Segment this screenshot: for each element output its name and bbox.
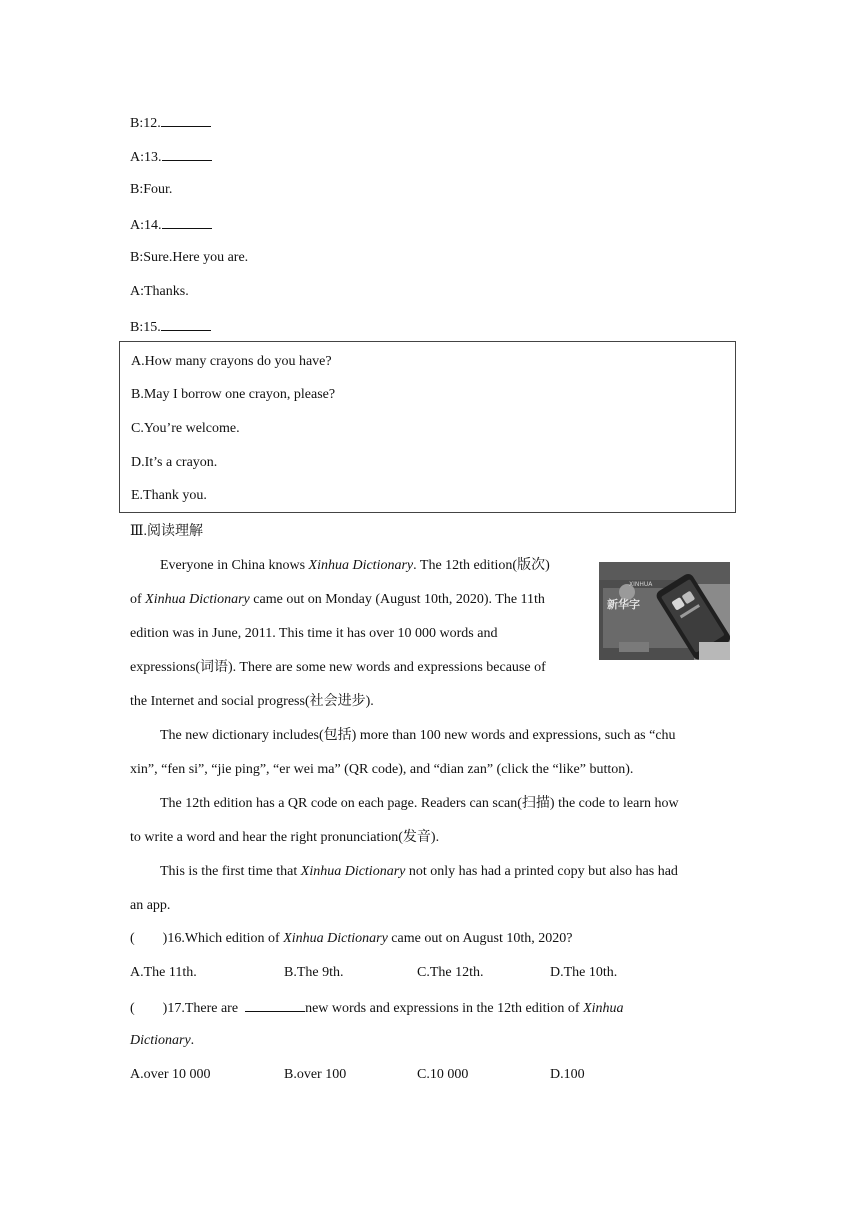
passage-p1-line5: the Internet and social progress(社会进步). [130,694,374,709]
text: . The 12th edition(版次) [413,558,550,573]
answer-blank[interactable] [162,146,212,161]
dialogue-line [130,248,248,268]
speaker: A: [130,284,144,299]
answer-blank[interactable] [161,112,211,127]
dialogue-line-13 [130,146,212,168]
option-d: D.It’s a crayon. [131,455,218,470]
option-e: E.Thank you. [131,488,207,503]
book-title: Dictionary [130,1033,191,1048]
speaker: B: [130,250,144,265]
q17-choice-d[interactable]: D.100 [550,1067,585,1082]
text: of [130,592,146,607]
q17-choice-c[interactable]: C.10 000 [417,1067,469,1082]
text: This is the first time that [160,864,301,879]
question-17-stem [130,997,624,1019]
speaker: A: [130,150,144,165]
speaker: B: [130,182,144,197]
q16-choice-a[interactable]: A.The 11th. [130,965,197,980]
dialogue-line-15 [130,316,211,338]
dialogue-text: Thanks. [144,284,189,299]
dialogue-line [130,282,189,302]
q16-choice-c[interactable]: C.The 12th. [417,965,484,980]
option-c: C.You’re welcome. [131,421,240,436]
cover-text: 新华字 [607,598,640,611]
text: new words and expressions in the 12th edition of [305,1001,584,1016]
book-title: Xinhua Dictionary [283,931,388,946]
option-a: A.How many crayons do you have? [131,354,332,369]
answer-blank[interactable] [245,997,305,1012]
dialogue-line-14 [130,214,212,236]
text: Everyone in China knows [160,558,309,573]
passage-p3-line1: The 12th edition has a QR code on each page. Readers can scan(扫描) the code to learn how [160,796,679,811]
question-number: 12. [143,116,161,131]
passage-p1-line2 [130,590,545,610]
speaker: A: [130,218,144,233]
passage-p1-line3: edition was in June, 2011. This time it has over 10 000 words and [130,626,498,641]
text: ( )16.Which edition of [130,931,284,946]
passage-p2-line1: The new dictionary includes(包括) more than 100 new words and expressions, such as “chu [160,728,676,743]
passage-p4-line1 [160,862,678,882]
text: ( )17.There are [130,1001,242,1016]
book-title: Xinhua Dictionary [145,592,250,607]
speaker: B: [130,320,144,335]
q17-choice-b[interactable]: B.over 100 [284,1067,347,1082]
passage-p3-line2: to write a word and hear the right pronunciation(发音). [130,830,440,845]
passage-p4-line2: an app. [130,898,171,913]
section-title: Ⅲ.阅读理解 [130,524,204,539]
q16-choice-b[interactable]: B.The 9th. [284,965,344,980]
question-number: 13. [144,150,162,165]
answer-blank[interactable] [161,316,211,331]
answer-blank[interactable] [162,214,212,229]
dialogue-text: Sure.Here you are. [143,250,249,265]
dialogue-text: Four. [143,182,173,197]
question-number: 14. [144,218,162,233]
speaker: B: [130,116,144,131]
q17-choice-a[interactable]: A.over 10 000 [130,1067,211,1082]
dialogue-line-12 [130,112,211,134]
photo-illustration [599,562,730,660]
book-title: Xinhua Dictionary [308,558,414,573]
text: not only has had a printed copy but also has had [405,864,678,879]
question-17-stem-cont [130,1031,194,1051]
passage-p2-line2: xin”, “fen si”, “jie ping”, “er wei ma” (QR code), and “dian zan” (click the “like” button). [130,762,634,777]
dictionary-phone-photo [599,562,730,660]
option-b: B.May I borrow one crayon, please? [131,387,336,402]
passage-p1-line4: expressions(词语). There are some new words and expressions because of [130,660,546,675]
cover-subtext: XINHUA [629,581,653,588]
text: . [190,1033,195,1048]
q16-choice-d[interactable]: D.The 10th. [550,965,618,980]
question-number: 15. [143,320,161,335]
passage-p1-line1 [160,556,550,576]
text: came out on August 10th, 2020? [387,931,573,946]
question-16-stem [130,929,573,949]
text: came out on Monday (August 10th, 2020). The 11th [249,592,545,607]
dialogue-line [130,180,172,200]
options-box [119,341,736,513]
book-title: Xinhua Dictionary [300,864,406,879]
book-title: Xinhua [583,1001,624,1016]
